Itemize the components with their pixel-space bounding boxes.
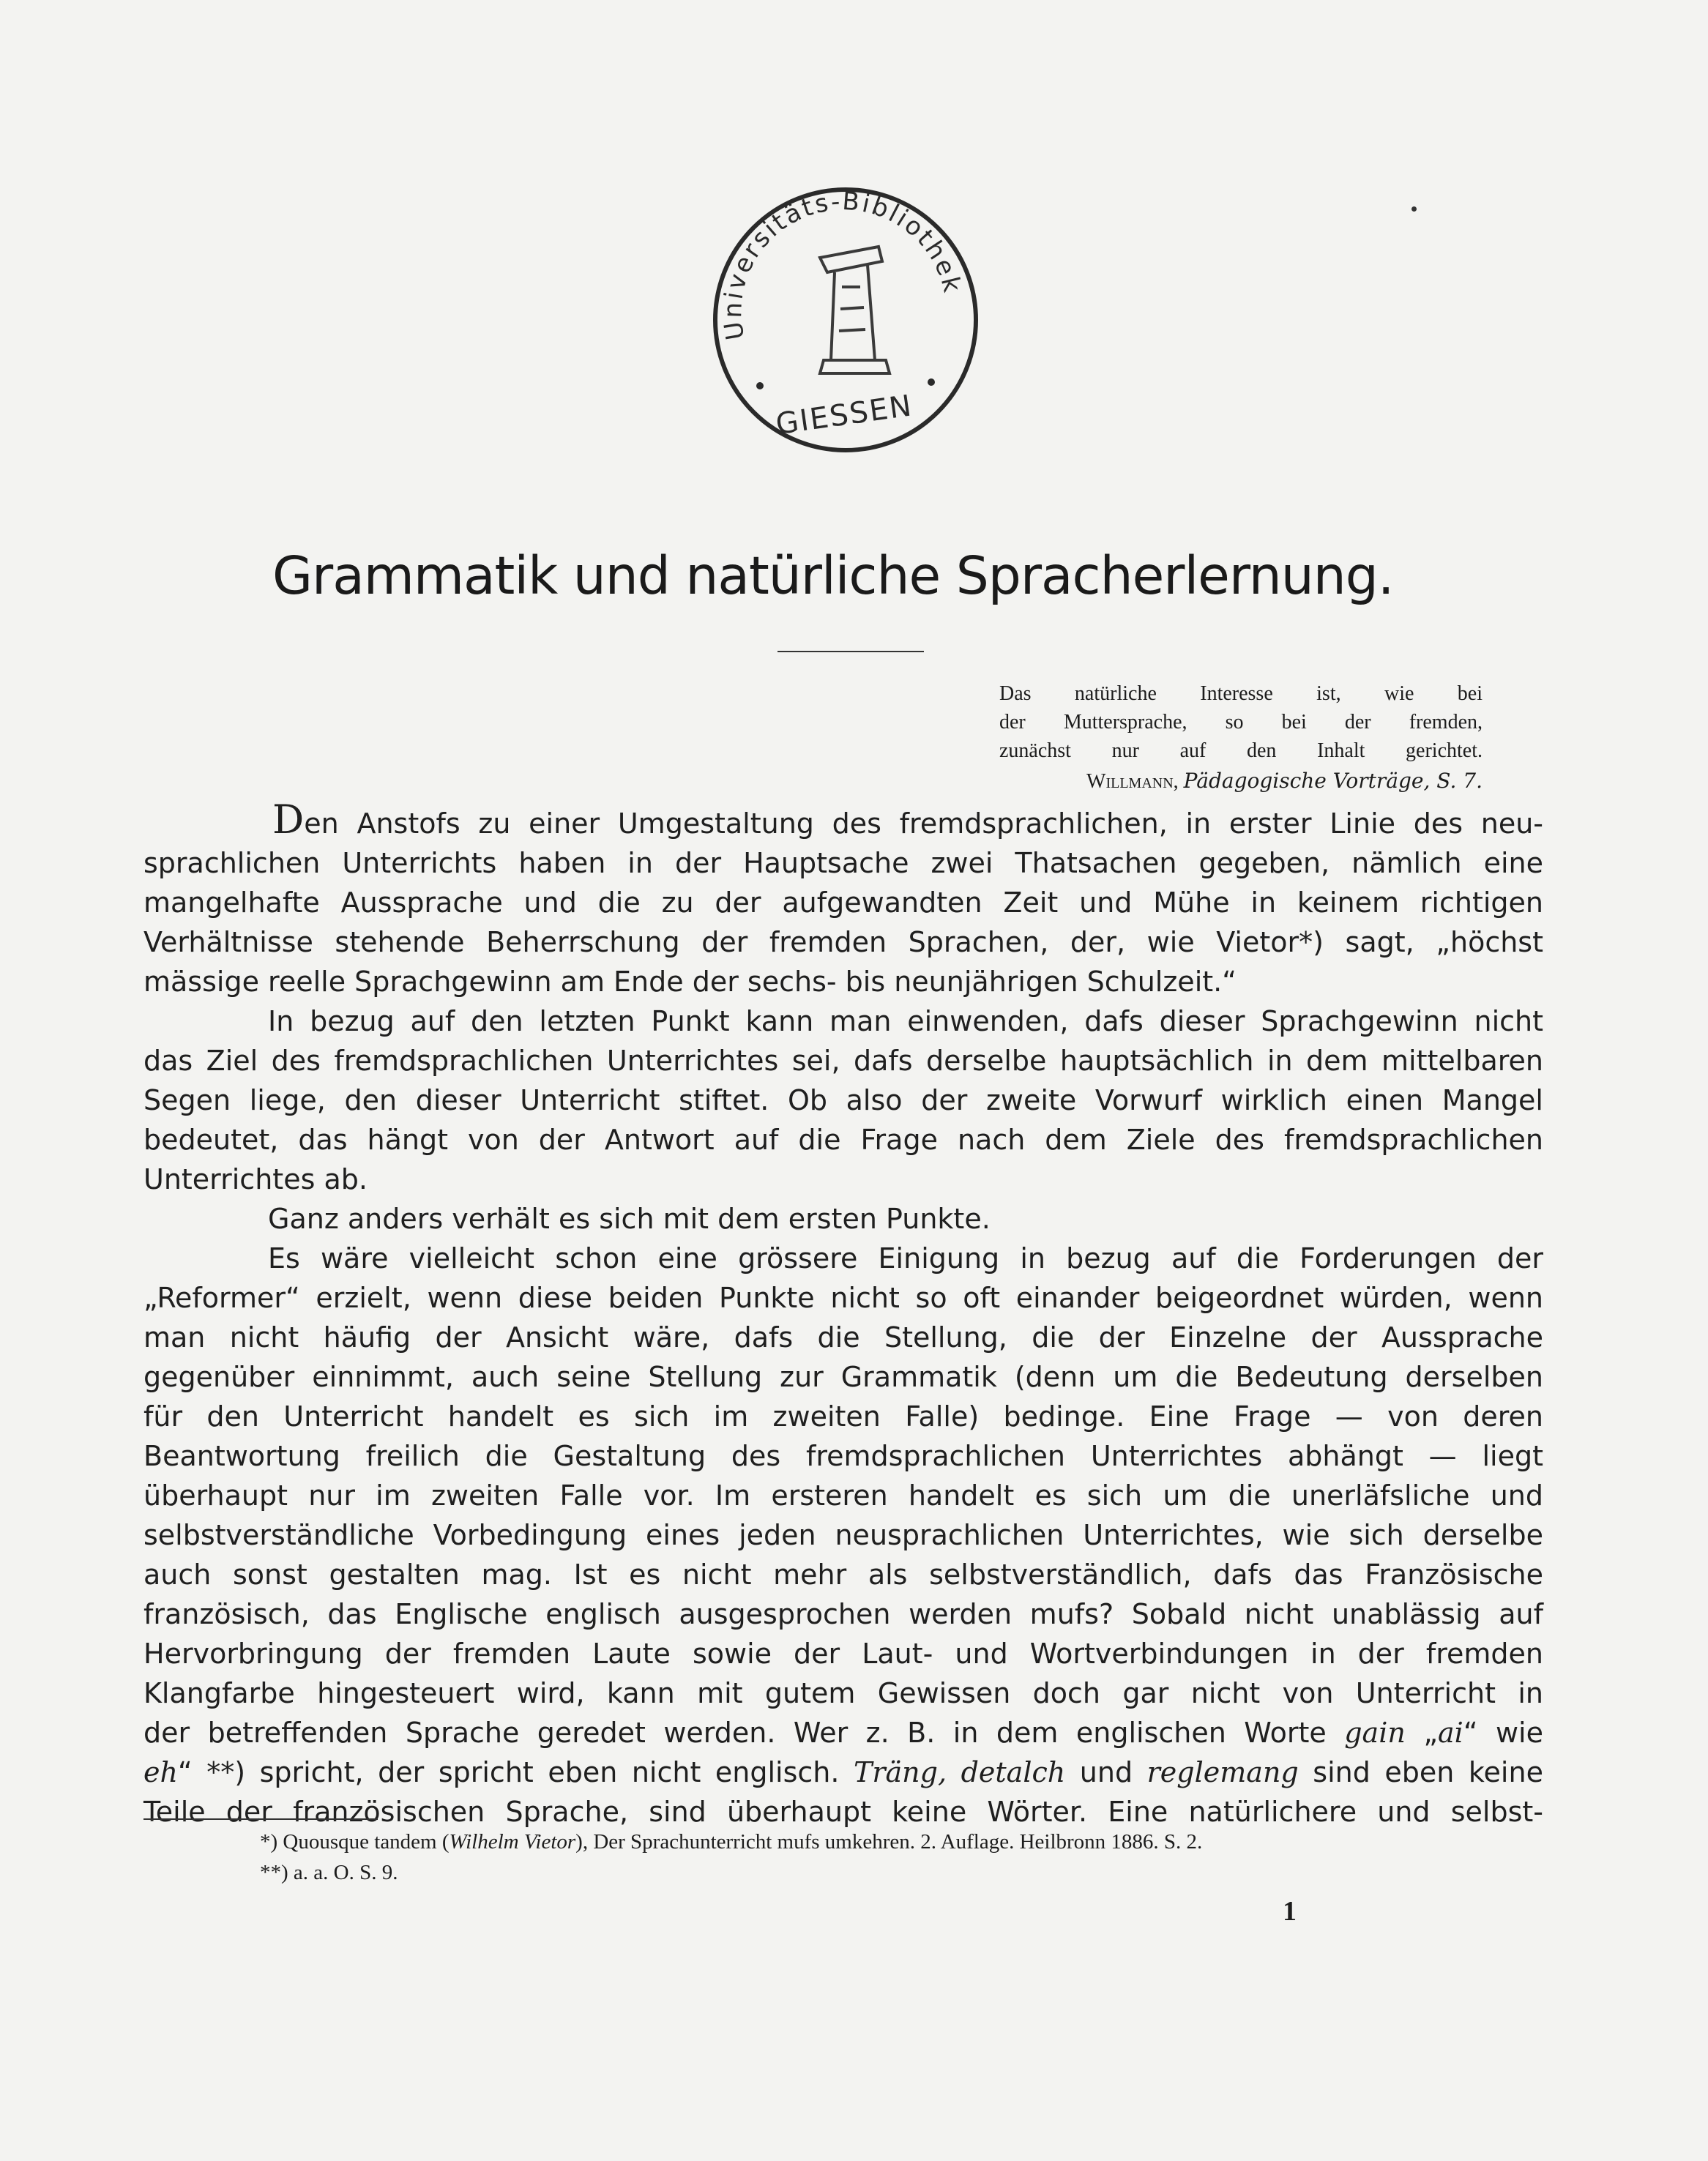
epigraph-author: Willmann,: [1086, 770, 1179, 793]
text-line: Segen liege, den dieser Unterricht stiftet. Ob also der zweite Vorwurf wirklich einen Mangel: [143, 1084, 1543, 1116]
text-line: gegenüber einnimmt, auch seine Stellung zur Grammatik (denn um die Bedeutung derselben: [143, 1361, 1543, 1393]
epigraph-source: [999, 766, 1483, 796]
text-line: In bezug auf den letzten Punkt kann man einwenden, dafs dieser Sprachgewinn nicht: [268, 1005, 1543, 1037]
text-line: das Ziel des fremdsprachlichen Unterrichtes sei, dafs derselbe hauptsächlich in dem mittelbaren: [143, 1045, 1543, 1077]
text-line: selbstverständliche Vorbedingung eines jeden neusprachlichen Unterrichtes, wie sich derselbe: [143, 1519, 1543, 1551]
text-line: auch sonst gestalten mag. Ist es nicht mehr als selbstverständlich, dafs das Französische: [143, 1559, 1543, 1591]
text-line: man nicht häufig der Ansicht wäre, dafs die Stellung, die der Einzelne der Aussprache: [143, 1321, 1543, 1354]
page-number: 1: [1283, 1896, 1297, 1927]
text-line: eh“ **) spricht, der spricht eben nicht englisch. Träng, detalch und reglemang sind eben keine: [143, 1756, 1543, 1788]
text-line: mässige reelle Sprachgewinn am Ende der sechs- bis neunjährigen Schulzeit.“: [143, 966, 1237, 998]
text-line: für den Unterricht handelt es sich im zweiten Falle) bedinge. Eine Frage — von deren: [143, 1400, 1543, 1433]
footnote-rule: [143, 1818, 378, 1820]
text-line: „Reformer“ erzielt, wenn diese beiden Punkte nicht so oft einander beigeordnet würden, wenn: [143, 1282, 1543, 1314]
library-stamp: [703, 177, 988, 463]
text-line: mangelhafte Aussprache und die zu der aufgewandten Zeit und Mühe in keinem richtigen: [143, 887, 1543, 919]
footnote-1: *) Quousque tandem (Wilhelm Vietor), Der Sprachunterricht mufs umkehren. 2. Auflage. Heilbronn 1886. S. 2.: [260, 1830, 1203, 1854]
text-line: Klangfarbe hingesteuert wird, kann mit gutem Gewissen doch gar nicht von Unterricht in: [143, 1677, 1543, 1709]
text-line: überhaupt nur im zweiten Falle vor. Im ersteren handelt es sich um die unerläfsliche und: [143, 1479, 1543, 1512]
text-line: Ganz anders verhält es sich mit dem ersten Punkte.: [268, 1203, 991, 1235]
text-line: Den Anstofs zu einer Umgestaltung des fremdsprachlichen, in erster Linie des neu-: [272, 796, 1543, 843]
text-line: französisch, das Englische englisch ausgesprochen werden mufs? Sobald nicht unablässig auf: [143, 1598, 1543, 1630]
title-rule: [777, 651, 924, 652]
text-line: Beantwortung freilich die Gestaltung des fremdsprachlichen Unterrichtes abhängt — liegt: [143, 1440, 1543, 1472]
footnotes: [260, 1826, 1526, 1888]
epigraph: [999, 679, 1483, 796]
stamp-emblem-icon: [820, 247, 890, 373]
text-line: der betreffenden Sprache geredet werden. Wer z. B. in dem englischen Worte gain „ai“ wie: [143, 1717, 1543, 1749]
epigraph-line: zunächst nur auf den Inhalt gerichtet.: [999, 739, 1483, 762]
text-line: Es wäre vielleicht schon eine grössere Einigung in bezug auf die Forderungen der: [268, 1242, 1543, 1274]
epigraph-work: Pädagogische Vorträge, S. 7.: [1183, 769, 1483, 793]
text-line: bedeutet, das hängt von der Antwort auf die Frage nach dem Ziele des fremdsprachlichen: [143, 1124, 1543, 1156]
text-line: Unterrichtes ab.: [143, 1163, 368, 1195]
print-speck: [1411, 206, 1417, 212]
svg-text:Universitäts-Bibliothek: [718, 187, 967, 342]
stamp-city: GIESSEN: [773, 389, 915, 441]
epigraph-line: Das natürliche Interesse ist, wie bei: [999, 682, 1483, 705]
footnote-2: **) a. a. O. S. 9.: [260, 1861, 398, 1884]
page-title: Grammatik und natürliche Spracherlernung.: [272, 545, 1394, 606]
body-text: [143, 796, 1543, 1832]
epigraph-line: der Muttersprache, so bei der fremden,: [999, 711, 1483, 734]
text-line: sprachlichen Unterrichts haben in der Hauptsache zwei Thatsachen gegeben, nämlich eine: [143, 847, 1543, 879]
stamp-ring-text: Universitäts-Bibliothek: [718, 186, 968, 343]
text-line: Hervorbringung der fremden Laute sowie der Laut- und Wortverbindungen in der fremden: [143, 1638, 1543, 1670]
drop-cap: D: [272, 796, 305, 843]
text-line: Teile der französischen Sprache, sind überhaupt keine Wörter. Eine natürlichere und selbst-: [143, 1796, 1543, 1828]
text-line: Verhältnisse stehende Beherrschung der fremden Sprachen, der, wie Vietor*) sagt, „höchst: [143, 926, 1543, 958]
